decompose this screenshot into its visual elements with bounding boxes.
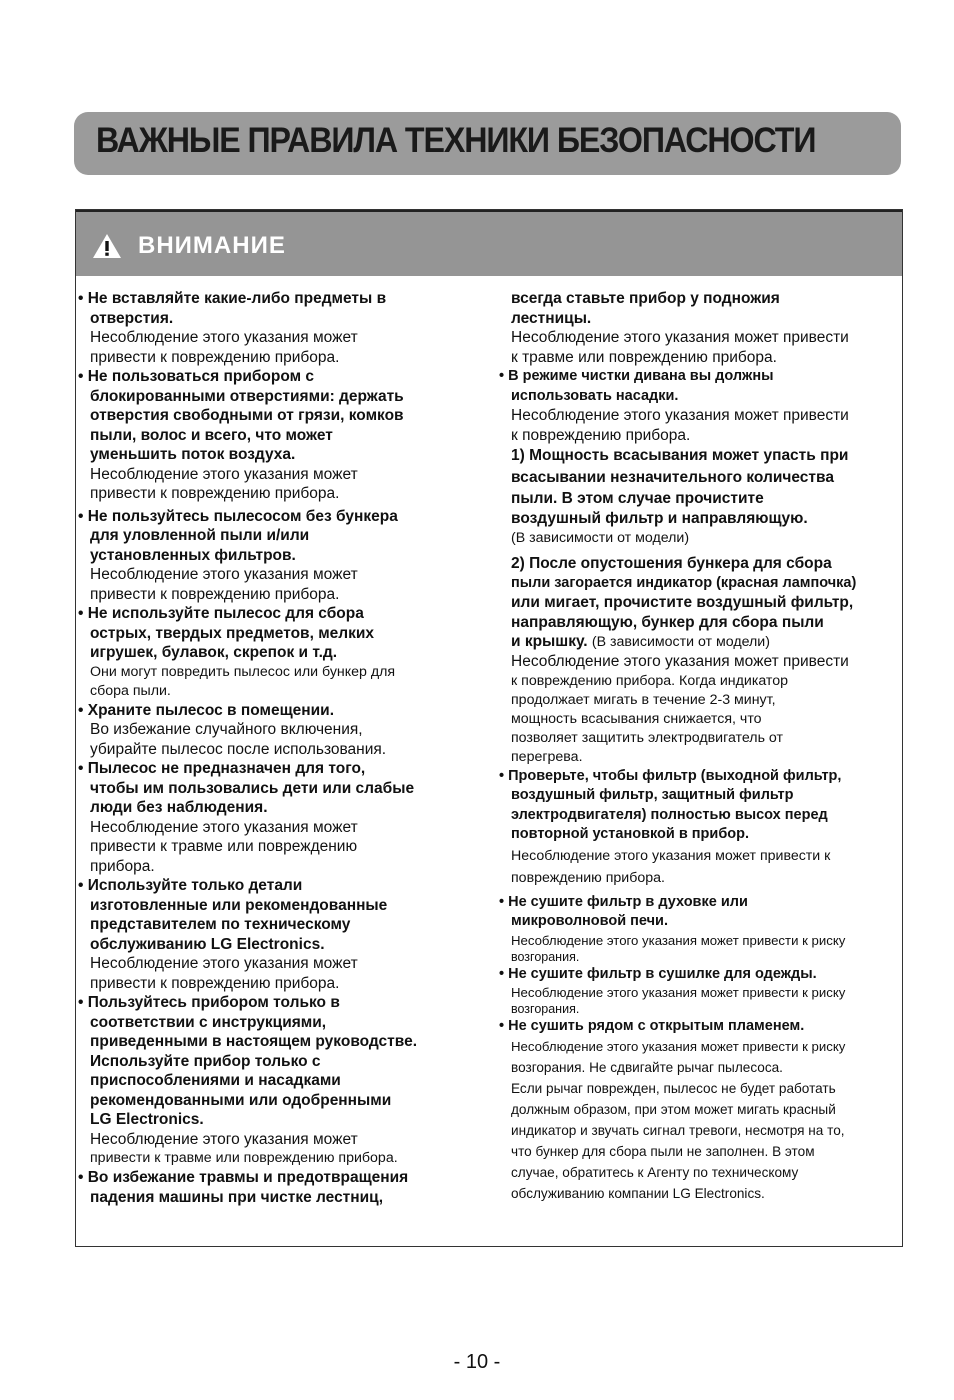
list-item-text: Несоблюдение этого указания может привести к риску [511,985,846,1000]
list-item-heading: отверстия. [90,309,174,327]
list-item-text: Несоблюдение этого указания может привести [511,407,849,424]
list-item-heading: уменьшить поток воздуха. [90,446,296,463]
list-item-heading: для уловленной пыли и/или [90,527,310,544]
list-item-text: Если рычаг поврежден, пылесос не будет работать [511,1080,836,1096]
list-item-text: Несоблюдение этого указания может [90,955,358,972]
list-item-text: Несоблюдение этого указания может привести [511,329,849,346]
list-item-text: к повреждению прибора. [511,426,691,444]
list-item-heading: или мигает, прочистите воздушный фильтр, [511,594,854,611]
warning-triangle-icon [92,233,122,259]
list-item-note: (В зависимости от модели) [591,634,770,650]
list-item-heading: направляющую, бункер для сбора пыли [511,613,824,631]
list-item-heading: воздушный фильтр, защитный фильтр [511,787,794,803]
list-item-heading: соответствии с инструкциями, [90,1013,327,1031]
list-item-heading: • Не пользоваться прибором с [78,368,315,385]
left-column [78,289,463,1207]
list-item-heading: использовать насадки. [511,387,679,404]
list-item-heading-end: и крышку. [511,633,588,650]
page-number: - 10 - [453,1351,501,1373]
list-item-text: обслуживанию компании LG Electronics. [511,1185,765,1201]
list-item-heading: пыли, волос и всего, что может [90,426,333,444]
list-item-heading: • Во избежание травмы и предотвращения [78,1169,409,1186]
list-item-heading: отверстия свободными от грязи, комков [90,407,404,424]
list-item-text: Несоблюдение этого указания может [90,818,358,836]
list-item-text: Несоблюдение этого указания может привести [511,653,849,670]
list-item-heading: • Проверьте, чтобы фильтр (выходной фильтр, [499,767,842,784]
list-item-heading: чтобы им пользовались дети или слабые [90,779,415,797]
list-item-text: убирайте пылесос после использования. [90,740,387,758]
list-item-heading: изготовленные или рекомендованные [90,896,388,914]
list-item-heading: 1) Мощность всасывания может упасть при [511,447,849,464]
list-item-text: к травме или повреждению прибора. [511,348,777,366]
list-item-heading: • Не сушите фильтр в сушилке для одежды. [499,965,817,982]
list-item-heading: • Пылесос не предназначен для того, [78,760,366,777]
list-item-text: Во избежание случайного включения, [90,721,363,738]
page-title: ВАЖНЫЕ ПРАВИЛА ТЕХНИКИ БЕЗОПАСНОСТИ [96,121,816,160]
list-item-text: случае, обратитесь к Агенту по техническому [511,1164,799,1180]
list-item-heading [499,632,904,652]
list-item-heading: приведенными в настоящем руководстве. [90,1033,418,1050]
list-item-text: привести к травме или повреждению [90,838,358,855]
list-item-heading: • Не вставляйте какие-либо предметы в [78,290,387,307]
list-item-heading: • Не пользуйтесь пылесосом без бункера [78,507,398,525]
list-item-heading: • В режиме чистки дивана вы должны [499,368,774,384]
list-item-heading: всасывании незначительного количества [511,469,834,486]
list-item-heading: воздушный фильтр и направляющую. [511,510,808,527]
list-item-text: возгорания. [511,1002,580,1016]
list-item-text: привести к травме или повреждению прибора. [90,1150,398,1166]
list-item-text: индикатор и звучать сигнал тревоги, несмотря на то, [511,1122,845,1138]
list-item-heading: • Не сушите фильтр в духовке или [499,893,748,910]
list-item-heading: • Храните пылесос в помещении. [78,701,335,719]
list-item-text: сбора пыли. [90,682,171,699]
list-item-heading: пыли загорается индикатор (красная лампочка) [511,574,857,591]
list-item-text: возгорания. Не сдвигайте рычаг пылесоса. [511,1059,783,1075]
list-item-heading: лестницы. [511,309,592,327]
list-item-heading: острых, твердых предметов, мелких [90,624,375,642]
list-item-heading: • Пользуйтесь прибором только в [78,994,340,1011]
list-item-text: повреждению прибора. [511,869,665,886]
list-item-heading: приспособлениями и насадками [90,1072,341,1089]
list-item-text: возгорания. [511,949,580,964]
list-item-heading: представителем по техническому [90,916,351,933]
list-item-text: Несоблюдение этого указания может привести к риску [511,1038,846,1054]
warning-header-text: ВНИМАНИЕ [138,232,286,259]
list-item-text: привести к повреждению прибора. [90,974,340,992]
list-item-text: Несоблюдение этого указания может [90,329,358,346]
list-item-heading: Используйте прибор только с [90,1052,321,1070]
list-item-text: Несоблюдение этого указания может привести к [511,847,831,864]
list-item-text: Несоблюдение этого указания может [90,1130,358,1148]
list-item-text: привести к повреждению прибора. [90,485,340,502]
list-item-heading: • Не сушить рядом с открытым пламенем. [499,1018,805,1034]
list-item-heading: блокированными отверстиями: держать [90,387,404,405]
list-item-text: перегрева. [511,748,583,765]
list-item-heading: микроволновой печи. [511,913,669,929]
list-item-text: привести к повреждению прибора. [90,585,340,603]
list-item-heading: люди без наблюдения. [90,799,268,816]
list-item-heading: рекомендованными или одобренными [90,1091,392,1109]
list-item-heading: обслуживанию LG Electronics. [90,935,325,953]
list-item-text: продолжает мигать в течение 2-3 минут, [511,691,776,708]
list-item-heading: падения машины при чистке лестниц, [90,1188,384,1206]
list-item-text: (В зависимости от модели) [511,530,690,546]
list-item-heading: всегда ставьте прибор у подножия [511,290,780,307]
list-item-text: Несоблюдение этого указания может привести к риску [511,932,846,948]
list-item-heading: • Не используйте пылесос для сбора [78,605,364,622]
list-item-text: мощность всасывания снижается, что [511,710,762,727]
list-item-heading: установленных фильтров. [90,546,296,564]
list-item-text: привести к повреждению прибора. [90,348,340,366]
right-column [499,289,904,1204]
list-item-text: Они могут повредить пылесос или бункер для [90,663,396,680]
list-item-heading: электродвигателя) полностью высох перед [511,806,828,823]
list-item-text: что бункер для сбора пыли не заполнен. В этом [511,1143,815,1159]
title-bar [74,112,901,175]
list-item-text: Несоблюдение этого указания может [90,566,358,583]
list-item-text: позволяет защитить электродвигатель от [511,729,783,746]
list-item-heading: LG Electronics. [90,1111,204,1128]
list-item-text: должным образом, при этом может мигать красный [511,1101,836,1117]
list-item-text: прибора. [90,857,155,875]
list-item-heading: 2) После опустошения бункера для сбора [511,555,832,572]
list-item-heading: • Используйте только детали [78,877,303,894]
list-item-heading: повторной установкой в прибор. [511,826,750,842]
list-item-heading: игрушек, булавок, скрепок и т.д. [90,644,338,661]
list-item-text: к повреждению прибора. Когда индикатор [511,672,789,689]
warning-header [76,210,902,276]
list-item-heading: пыли. В этом случае прочистите [511,490,764,507]
list-item-text: Несоблюдение этого указания может [90,465,358,483]
